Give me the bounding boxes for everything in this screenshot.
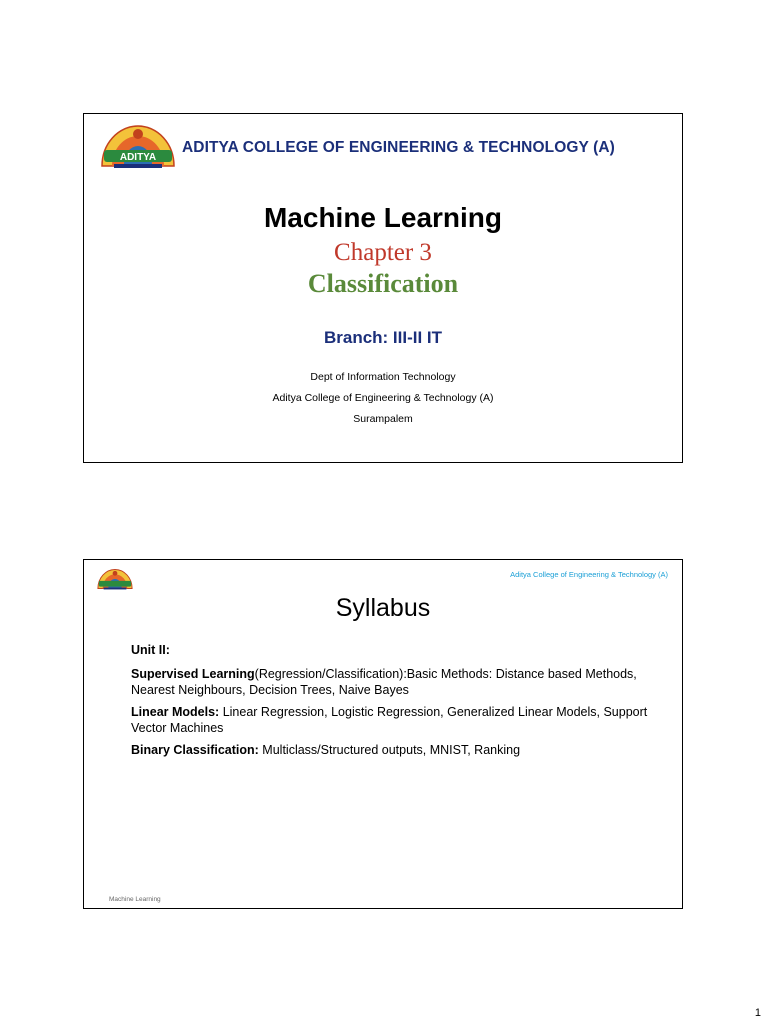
college-logo [98,120,178,172]
syllabus-item [131,704,651,736]
item-label: Linear Models: [131,705,220,719]
dept-line: Surampalem [353,413,413,425]
item-text: (Regression/Classification):Basic Methods: Distance based Methods, Nearest Neighbours, Decision Trees, Naive Bayes [131,667,637,697]
syllabus-item [131,742,651,758]
item-label: Binary Classification: [131,743,259,757]
unit-heading: Unit II: [131,643,170,657]
page-number: 1 [754,1007,761,1019]
college-name: ADITYA COLLEGE OF ENGINEERING & TECHNOLOGY (A) [182,139,615,156]
branch-label: Branch: III-II IT [323,328,443,347]
header-college-name: Aditya College of Engineering & Technology (A) [510,570,668,579]
syllabus-item [131,666,651,698]
slide-footer: Machine Learning [109,896,161,903]
title-slide [83,113,683,463]
course-title: Machine Learning [263,202,503,233]
department-info [84,367,682,430]
dept-line: Dept of Information Technology [310,371,456,383]
syllabus-slide [83,559,683,909]
topic-title: Classification [307,269,459,298]
chapter-label: Chapter 3 [334,239,432,266]
slide-title: Syllabus [335,594,431,622]
dept-line: Aditya College of Engineering & Technology (A) [272,392,494,404]
syllabus-content [131,642,651,764]
college-logo-small [96,566,134,592]
item-text: Linear Regression, Logistic Regression, Generalized Linear Models, Support Vector Machines [131,705,648,735]
item-label: Supervised Learning [131,667,255,681]
logo-text: ADITYA [119,152,157,163]
item-text: Multiclass/Structured outputs, MNIST, Ranking [258,743,521,757]
